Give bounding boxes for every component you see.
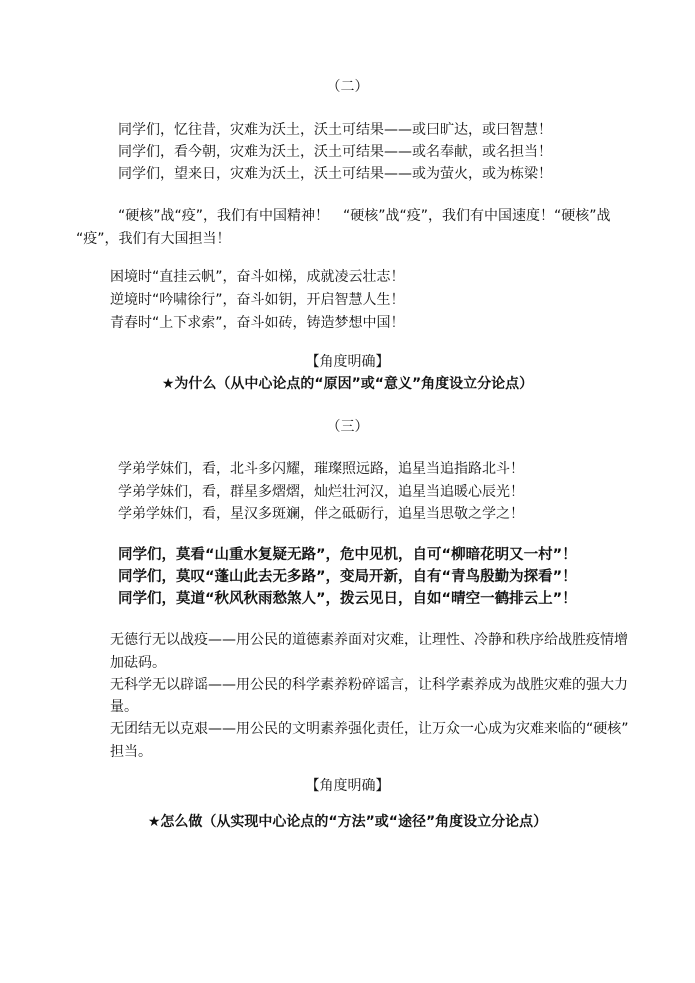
section-three-bold-line-3: 同学们，莫道“秋风秋雨愁煞人”，拨云见日，自如“晴空一鹤排云上”！: [118, 591, 577, 607]
section-three-line-2: 学弟学妹们，看，群星多熠熠，灿烂壮河汉，追星当追暖心辰光！: [118, 484, 524, 500]
angle-clarify-label-1: 【角度明确】: [305, 354, 390, 370]
angle-clarify-text-1: ★为什么（从中心论点的“原因”或“意义”角度设立分论点）: [161, 376, 534, 392]
section-three-para-3-line-1: 无团结无以克艰——用公民的文明素养强化责任，让万众一心成为灾难来临的“硬核”: [110, 721, 629, 737]
section-three-line-3: 学弟学妹们，看，星汉多斑斓，伴之砥砺行，追星当思敬之学之！: [118, 506, 524, 522]
section-three-para-2-line-1: 无科学无以辟谣——用公民的科学素养粉碎谣言，让科学素养成为战胜灾难的强大力: [110, 677, 628, 693]
angle-clarify-text-2: ★怎么做（从实现中心论点的“方法”或“途径”角度设立分论点）: [147, 814, 548, 830]
section-two-para-line-2: “疫”，我们有大国担当！: [76, 231, 231, 247]
section-two-heading: （二）: [326, 79, 369, 95]
section-two-para-line-1: “硬核”战“疫”，我们有中国精神！ “硬核”战“疫”，我们有中国速度！“硬核”战: [118, 208, 611, 224]
angle-clarify-label-2: 【角度明确】: [305, 778, 390, 794]
section-two-struggle-line-3: 青春时“上下求索”，奋斗如砖，铸造梦想中国！: [110, 315, 405, 331]
section-three-para-2-line-2: 量。: [110, 699, 138, 715]
section-two-line-1: 同学们，忆往昔，灾难为沃土，沃土可结果——或曰旷达，或曰智慧！: [118, 122, 552, 138]
section-two-struggle-line-1: 困境时“直挂云帆”，奋斗如梯，成就凌云壮志！: [110, 269, 405, 285]
section-three-heading: （三）: [326, 419, 369, 435]
section-three-bold-line-1: 同学们，莫看“山重水复疑无路”，危中见机，自可“柳暗花明又一村”！: [118, 547, 577, 563]
section-three-bold-line-2: 同学们，莫叹“蓬山此去无多路”，变局开新，自有“青鸟殷勤为探看”！: [118, 569, 577, 585]
section-two-line-3: 同学们，望来日，灾难为沃土，沃土可结果——或为萤火，或为栋梁！: [118, 166, 552, 182]
section-three-para-1-line-1: 无德行无以战疫——用公民的道德素养面对灾难，让理性、冷静和秩序给战胜疫情增: [110, 632, 628, 648]
section-three-para-1-line-2: 加砝码。: [110, 655, 166, 671]
section-three-line-1: 学弟学妹们，看，北斗多闪耀，璀璨照远路，追星当追指路北斗！: [118, 461, 524, 477]
section-two-struggle-line-2: 逆境时“吟啸徐行”，奋斗如钥，开启智慧人生！: [110, 292, 405, 308]
section-two-line-2: 同学们，看今朝，灾难为沃土，沃土可结果——或名奉献，或名担当！: [118, 144, 552, 160]
section-three-para-3-line-2: 担当。: [110, 744, 152, 760]
